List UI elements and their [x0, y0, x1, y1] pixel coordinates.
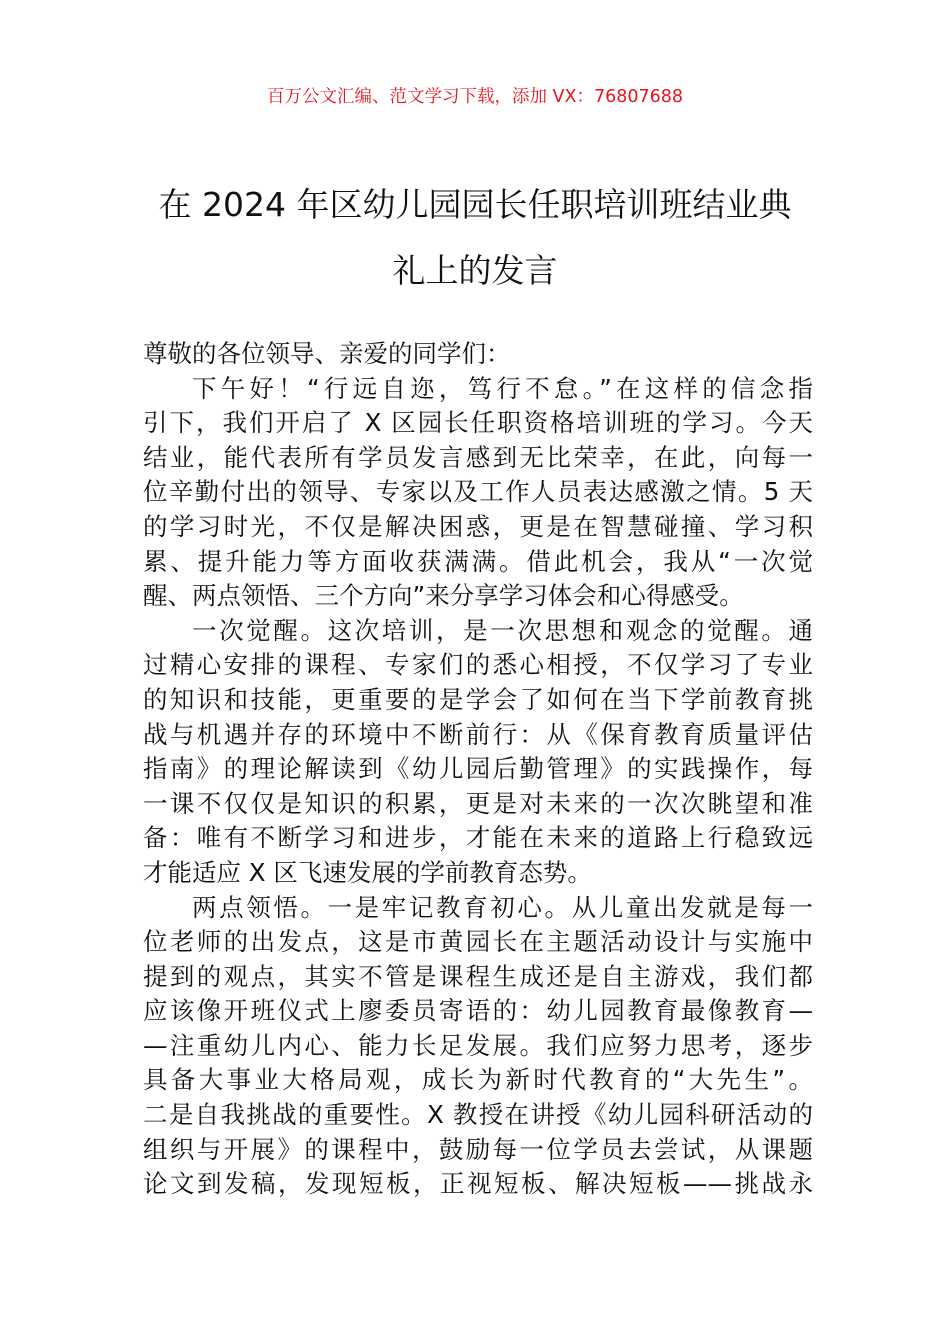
title-line-2: 礼上的发言	[392, 251, 558, 290]
body-text-line: 位老师的出发点，这是市黄园长在主题活动设计与实施中	[143, 927, 813, 957]
body-text-line: 备：唯有不断学习和进步，才能在未来的道路上行稳致远	[143, 823, 813, 853]
body-text-line: 下午好！“行远自迩，笃行不怠。”在这样的信念指	[192, 373, 813, 403]
body-text-line: 醒、两点领悟、三个方向”来分享学习体会和心得感受。	[143, 581, 744, 611]
document-title	[130, 172, 820, 304]
body-text-line: 的知识和技能，更重要的是学会了如何在当下学前教育挑	[143, 684, 813, 714]
body-text-line: 具备大事业大格局观，成长为新时代教育的“大先生”。	[143, 1065, 813, 1095]
body-text-line: 过精心安排的课程、专家们的悉心相授，不仅学习了专业	[143, 650, 813, 680]
body-text-line: 提到的观点，其实不管是课程生成还是自主游戏，我们都	[143, 961, 813, 991]
body-text-line: 结业，能代表所有学员发言感到无比荣幸，在此，向每一	[143, 442, 813, 472]
body-text-line: 累、提升能力等方面收获满满。借此机会，我从“一次觉	[143, 546, 813, 576]
body-text-line: 引下，我们开启了 X 区园长任职资格培训班的学习。今天	[143, 408, 813, 438]
document-body	[143, 337, 813, 1202]
body-text-line: —注重幼儿内心、能力长足发展。我们应努力思考，逐步	[143, 1030, 813, 1060]
body-text-line: 论文到发稿，发现短板，正视短板、解决短板——挑战永	[143, 1169, 813, 1199]
body-text-line: 应该像开班仪式上廖委员寄语的：幼儿园教育最像教育—	[143, 996, 813, 1026]
body-text-line: 二是自我挑战的重要性。X 教授在讲授《幼儿园科研活动的	[143, 1100, 813, 1130]
body-text-line: 战与机遇并存的环境中不断前行：从《保育教育质量评估	[143, 719, 813, 749]
body-text-line: 位辛勤付出的领导、专家以及工作人员表达感激之情。5 天	[143, 477, 813, 507]
body-text-line: 组织与开展》的课程中，鼓励每一位学员去尝试，从课题	[143, 1134, 813, 1164]
body-text-line: 的学习时光，不仅是解决困惑，更是在智慧碰撞、学习积	[143, 511, 813, 541]
title-line-1: 在 2024 年区幼儿园园长任职培训班结业典	[158, 185, 792, 224]
body-text-line: 一课不仅仅是知识的积累，更是对未来的一次次眺望和准	[143, 788, 813, 818]
body-text-line: 一次觉醒。这次培训，是一次思想和观念的觉醒。通	[192, 615, 813, 645]
body-text-line: 尊敬的各位领导、亲爱的同学们：	[143, 339, 511, 368]
body-text-line: 指南》的理论解读到《幼儿园后勤管理》的实践操作，每	[143, 754, 813, 784]
watermark-header-note: 百万公文汇编、范文学习下载，添加 VX：76807688	[266, 87, 684, 107]
body-text-line: 才能适应 X 区飞速发展的学前教育态势。	[143, 857, 592, 887]
body-text-line: 两点领悟。一是牢记教育初心。从儿童出发就是每一	[192, 892, 813, 922]
